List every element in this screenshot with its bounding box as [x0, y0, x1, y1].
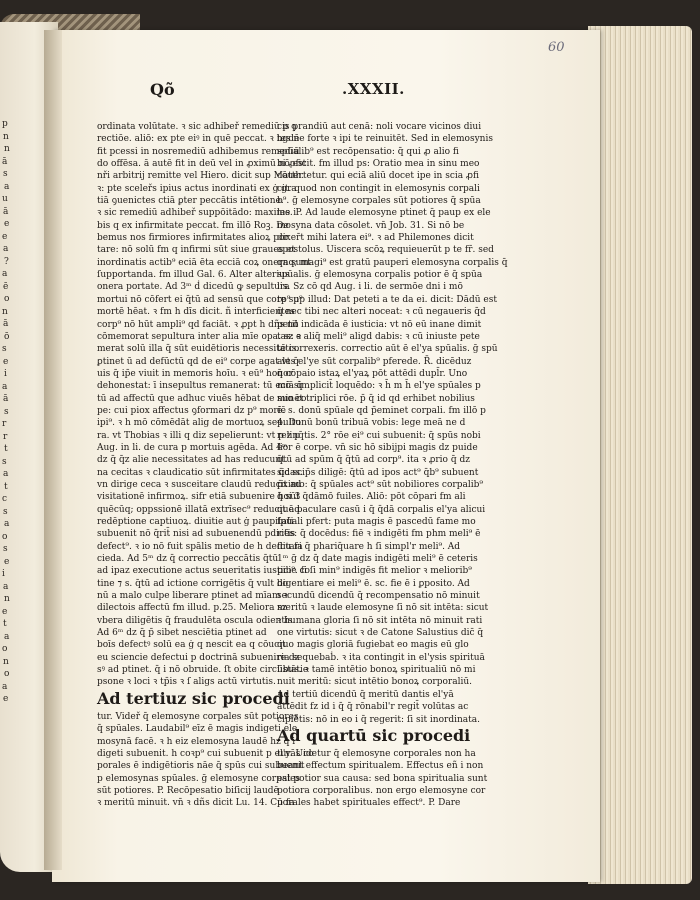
text-line: lis. Sz cō qd Aug. i li. de sermōe dni i mō	[277, 282, 463, 293]
text-line: tare: nō solū fm q infirmi sūt siue graues et	[97, 245, 296, 256]
left-page-fragment: a	[3, 581, 9, 592]
left-page-fragment: n	[3, 656, 9, 667]
text-line: minēt triplici rōe. p̄ q̄ id qd erhibet nobilius	[277, 393, 475, 404]
left-page-fragment: ā	[3, 394, 9, 404]
text-line: tū ad affectū que adhuc viuēs hēbat de suo co	[97, 393, 307, 404]
text-line: meritū ꝛ laude elemosyne ſi nō sit intēta: sicut	[277, 603, 489, 614]
text-line: onera portate. Ad 3ᵐ ḋ dicedū ꝙ sepultura	[97, 282, 290, 293]
text-line: porales ē indigētioris nāe q̄ spūs cui subuenit	[97, 761, 305, 772]
text-line: ales el'ye sūt corpalib⁹ pferede. R̄. dicēduz	[277, 356, 472, 367]
text-line: Ad 6ᵐ dz q̄ p̄ sibet nesciētia ptinet ad	[97, 628, 267, 639]
left-page-fragment: o	[4, 669, 10, 679]
text-line: uis q̄ ip̄e viuit in memoris hoīu. ꝛ eū⁹ honor	[97, 368, 293, 379]
text-line: potiora corporalibus. non ergo elemosyne cor	[277, 785, 486, 796]
page-edges	[588, 26, 692, 884]
text-line: rectiōe. aliō: ex pte eiꝰ in quē peccat. ꝛ hgdē	[97, 134, 300, 145]
book-gutter	[44, 30, 62, 870]
text-line: sꝰ ad ptinet. q̄ i nō obruide. ſt obite circūstātie	[97, 665, 309, 676]
text-line: ſpūali pfert: puta magis ē pascedū fame mo	[277, 517, 476, 527]
text-line: fit pcessi in nosremediū adhibemus remediū	[97, 146, 300, 157]
text-line: tiā ꝯuenictes ctiā ꝑter peccātis intētione.	[97, 196, 284, 207]
text-line: q̄ nec tibi nec alteri noceat: ꝛ cū negaueris q̄d	[277, 307, 486, 318]
text-line: secundū dicendū q̄ recompensatio nō minuit	[277, 591, 480, 602]
text-line: attēdit fz id i q̄ q̄ rōnabil'r regi̇t̄ volūtas ac	[277, 702, 469, 713]
text-line: beant effectum spiritualem. Effectus eñ i non	[277, 761, 484, 772]
text-line: tine ⁊ s. q̄tū ad ictione corrigētis q̄ vult bo	[97, 578, 289, 589]
left-page-fragment: a	[2, 681, 8, 692]
text-line: tē correxeris. correctio aūt ē el'ya spūalis. ḡ spū	[277, 344, 498, 355]
left-page-fragment: i	[4, 369, 7, 379]
text-line: libus. ꝛ tamē intētio bonoꝝ spiritualiū nō mi	[277, 665, 476, 676]
text-line: apostolus. Uiscera scōꝝ requieuerūt p te fr̄. sed	[277, 245, 494, 256]
text-line: tur. Uidetur q̄ elemosyne corporales non ha	[277, 748, 476, 759]
text-line: one virtutis: sicut ꝛ de Catone Salustius dic̄ q̄	[277, 628, 484, 639]
left-page-fragment: c	[2, 494, 8, 504]
text-line: bemus nos firmiores infirmitates alioꝝ por	[97, 233, 289, 244]
text-line: petit indicāda ē iusticia: vt nō eū inane dimit	[277, 319, 482, 330]
text-line: 1ᵐ ḡ dz q̄ date magis indigēti meli⁹ ē ceteris	[277, 554, 478, 565]
text-line: subuenit nō q̄rit̄ nisi ad subuenendū pdictis	[97, 529, 296, 540]
text-line: ordinata volūtate. ꝛ sic adhibeř remediū p ꝯ	[97, 122, 297, 132]
left-page-fragment: a	[4, 519, 10, 529]
left-page-fragment: ā	[3, 206, 9, 217]
text-line: porales habet spirituales effect⁹. P. Dare	[277, 798, 461, 809]
text-line: bi ꝓficit. fm illud ps: Oratio mea in sinu meo	[277, 159, 480, 170]
text-line: b⁹. ḡ elemosyne corpales sūt potiores q̄ spūa	[277, 196, 481, 207]
text-line: pe: cui piox affectus ꝯformari dz p⁹ moriē	[97, 405, 286, 416]
text-column-right	[277, 121, 508, 810]
text-line: tes ne forte ꝛ ipi te reinuitēt. Sed in elemosynis	[277, 134, 493, 145]
left-page-fragment: n	[4, 594, 10, 604]
running-head-left: Qõ	[150, 80, 175, 99]
text-line: spūalis. ḡ elemosyna corpalis potior ē q̄ spūa	[277, 270, 483, 281]
text-line: mosynā facē. ꝛ h eiz elemosyna laudē hz q̄ i	[97, 736, 296, 747]
text-line: est potior sua causa: sed bona spiritualia sunt	[277, 773, 488, 784]
text-line: ria sequebaḃ. ꝛ ita contingit in el'ysis spirituā	[277, 652, 485, 663]
left-page-fragment: s	[3, 544, 8, 554]
left-page-fragment: s	[3, 506, 8, 517]
text-line: q̄ cōpaio istaꝝ el'yaꝝ pōt attēdi dupl̄r. Uno	[277, 368, 468, 379]
left-page-fragment: s	[2, 344, 7, 354]
left-page-fragment: a	[4, 631, 10, 642]
text-line: pib⁹. ſi ſi min⁹ indigēs fit melior ꝛ meliorib⁹	[277, 566, 472, 577]
text-line: sūt potiores. P. Recōpesatio biſicij laudē	[97, 785, 279, 796]
text-line: digeti subuenit. h coꝛp⁹ cui subuenit p el'yās co	[97, 748, 314, 759]
text-line: ſupportanda. fm illud Gal. 6. Alter alterius	[97, 270, 290, 281]
left-page-fragment: e	[4, 556, 10, 567]
text-line: riēs: q̄ docēdus: fiē ꝛ indigēti fm phm meli⁹ ē	[277, 529, 481, 540]
left-page-fragment: ?	[4, 256, 9, 267]
text-line: ꝛ sic remediū adhibeř suppōitādo: maxime i	[97, 208, 297, 219]
left-page-fragment: e	[3, 694, 9, 704]
text-line: dehonestat: ī insepultus remanerat: tū eciā q̄	[97, 381, 303, 392]
text-line: mortui nō cōfert ei q̄tū ad sensū que corp⁹ p⁹	[97, 294, 303, 305]
text-line: 4. Donū bonū tribuā vobis: lege meā ne d	[277, 418, 466, 429]
text-line: ē. s. donū spūale qd p̄eminet corpali. fm illō p	[277, 405, 486, 416]
left-page-fragment: e	[4, 219, 10, 229]
text-line: corp⁹ nō hūt ampli⁹ qd faciāt. ꝛ ꝓpt h dñs nō	[97, 319, 299, 330]
text-line: ꝛ humana gloria ſi nō sit intēta nō minuit rati	[277, 615, 483, 626]
left-page-fragment: t	[3, 619, 7, 629]
text-line: mō simplicit̄ loquēdo: ꝛ h̄ m h̄ el'ye spūales p	[277, 381, 481, 392]
text-line: nuit meritū: sicut intētio bonoꝝ corporaliū.	[277, 677, 472, 688]
text-line: relinq̄tis. 2° rōe ei⁹ cui subuenit: q̄ spūs nobi	[277, 430, 481, 441]
left-page-fragment: e	[2, 231, 8, 242]
text-line: cōuertetur. qui eciā aliū docet ipe in scia ꝓfi	[277, 171, 479, 182]
left-page-fragment: ā	[3, 319, 9, 329]
left-page-fragment: a	[2, 269, 8, 279]
text-line: lior ē corpe. vn̄ sic hō sibijpi magis dz puide	[277, 442, 478, 453]
left-page-fragment: s	[2, 456, 7, 467]
text-line: ꝛ: pte sceleřs ipius actus inordinati ex ġ gra	[97, 183, 297, 194]
left-page-fragment: e	[2, 606, 8, 617]
left-page-fragment: u	[2, 194, 8, 204]
text-line: mortē hēat. ꝛ fm h dīs dicit. ñ interficientes	[97, 307, 295, 318]
text-line: merat solū illa q̄ sūt euidētioris necessitatis.	[97, 344, 300, 355]
text-line: Ad tertiū dicendū q̄ meritū dantis el'yā	[277, 689, 454, 700]
text-line: defect⁹. ꝛ io nō fuit spālis metio de h defcu fa	[97, 541, 303, 552]
text-line: quēcūq; oppssionē illatā extrīsec⁹ reducit ad	[97, 504, 301, 515]
left-page-fragment: r	[2, 419, 7, 429]
text-line: vn dirige ceca ꝛ susceitare claudū reducit ad	[97, 479, 302, 490]
text-line: q̄ spūales. Laudabil⁹ eīz ē magis indigeti ele	[97, 724, 298, 735]
left-page-fragment: a	[2, 381, 8, 392]
text-line: quē paculare casū i q̄ q̄dā corpalis el'ya alicui	[277, 504, 486, 515]
left-page-fragment: n	[3, 131, 9, 142]
text-line: tas: ꝛ aliq̄ meli⁹ aligd dabis: ꝛ cū iniuste pete	[277, 331, 480, 342]
section-heading: Ad quartū sic procedi	[277, 725, 471, 745]
text-line: dz q̄ q̄z alie necessitates ad has reducunt.	[97, 455, 288, 466]
text-line: nū a malo culpe liberare ptinet ad mīam ꝛ	[97, 591, 288, 602]
left-page-fragment: a	[3, 244, 9, 254]
text-line: ditari q̄ phariq̄uare h ſi simpl'r meli⁹. Ad	[277, 541, 461, 552]
text-line: quo magis gloriā fugiebat eo magis eū glo	[277, 640, 469, 651]
text-line: cipiētis: nō in eo i q̄ regerit: ſi sit inordinata.	[277, 714, 480, 725]
text-line: q̄ sūt q̄dāmō fuiles. Aliō: pōt cōpari fm ali	[277, 492, 466, 503]
text-line: nři arbitrij remitte vel Hiero. dicit sup Matth.	[97, 171, 305, 182]
text-line: Aug. in li. de cura p mortuis agēda. Ad 4ᵐ	[97, 442, 288, 453]
text-line: ꝑtinet ū ad defūctū qd de ei⁹ corpe agat vt q̄	[97, 356, 299, 367]
left-page-fragment: p	[2, 119, 8, 129]
left-page-fragment: t	[4, 444, 8, 454]
left-page-fragment: o	[2, 644, 8, 654]
text-line: bis q ex infirmitate peccat. fm illō Roꝫ. De	[97, 220, 289, 231]
text-line: cōmemorat sepultura inter alia mīe opa. sz e	[97, 331, 302, 342]
text-column-left	[97, 121, 314, 810]
text-line: ꝛ meritū minuit. vn̄ ꝛ dñs dicit Lu. 14. Cū fa	[97, 798, 295, 809]
text-line: p̄ximo: q̄ spūales act⁹ sūt nobiliores corpalib⁹	[277, 479, 483, 490]
text-line: les. P. Ad laude elemosyne ptinet q̄ paup ex ele	[277, 208, 491, 219]
text-line: ad ipaz executione actus seueritatis iusticie co	[97, 566, 310, 577]
left-page-fragment: t	[4, 481, 8, 492]
text-line: dilectois affectū fm illud. p.25. Meliora sz	[97, 603, 287, 614]
text-line: qnq; magi⁹ est gratū pauperi elemosyna corpalis q̄	[277, 257, 508, 268]
text-line: inordinatis actib⁹ eciā ēta ecciā coꝝ onera sunt	[97, 257, 311, 268]
text-line: eu sciencie defectui p doctrinā subuenire dz	[97, 652, 300, 663]
left-page-fragment: s	[3, 169, 8, 179]
text-line: sic scip̄s diligē: q̄tū ad ipos act⁹ q̄b⁹ subuent	[277, 467, 479, 478]
text-line: te sup illud: Dat peteti a te da ei. dicit: Dādū est	[277, 294, 497, 305]
left-page-fragment: s	[4, 406, 9, 417]
left-page-fragment: o	[2, 531, 8, 542]
text-line: vbera diligētis q̄ fraudulēta oscula odientis.	[97, 615, 296, 626]
left-page-fragment: a	[4, 181, 10, 192]
text-line: tur. Videř q̄ elemosyne corpales sūt potiores	[97, 711, 299, 722]
section-heading: Ad tertiuz sic procedi	[97, 688, 290, 708]
left-page-fragment: i	[2, 569, 5, 579]
text-line: digentiare ei meli⁹ ē. sc. fie ē i ꝑposito. Ad	[277, 578, 470, 589]
text-line: cieda. Ad 5ᵐ dz q̄ correctio peccātis q̄tū	[97, 554, 279, 565]
text-line: ra. vt Thobias ꝛ illi q diz sepelierunt: vt p z p	[97, 430, 301, 441]
text-line: ipi⁹. ꝛ h mō cōmēdāt alig de mortuoꝝ sepultu	[97, 418, 302, 429]
left-page-fragment: o	[4, 294, 10, 304]
left-page-fragment: r	[3, 431, 8, 442]
text-line: do offēsa. ā autē fit in deū vel in ꝓximū nō est	[97, 159, 307, 170]
text-line: na cecitas ꝛ claudicatio sūt infirmitates q̄das.	[97, 467, 303, 478]
left-page-fragment: n	[4, 144, 10, 154]
text-line: mosyna data cōsolet. vn̄ Job. 31. Si nō be	[277, 220, 465, 231]
text-line: redēptione captiuoꝝ. diuitie aut ġ paupitati	[97, 517, 294, 527]
text-line: cit. quod non contingit in elemosynis corpali	[277, 183, 480, 194]
text-line: cis prandiū aut cenā: noli vocare vicinos diui	[277, 122, 482, 132]
left-page-fragment: ō	[4, 331, 10, 342]
text-line: psone ꝛ loci ꝛ tp̄is ꝛ ſ aligs actū virtutis.	[97, 677, 276, 688]
left-page-fragment: ā	[2, 156, 8, 167]
left-page-fragment: ē	[3, 281, 9, 292]
text-line: boīs defectꝰ solū ea ġ q nescit ea q cōucit	[97, 640, 286, 651]
text-line: visitationē infirmoꝝ. sifr etiā subuenire hoi 3	[97, 492, 301, 503]
left-page-fragment: e	[3, 356, 9, 367]
text-line: dixer̄t mihi latera ei⁹. ꝛ ad Philemones dicit	[277, 233, 474, 244]
left-page-fragment: a	[3, 469, 9, 479]
text-line: p elemosynas spūales. ḡ elemosyne corpales	[97, 773, 301, 784]
folio-number: 60	[548, 40, 565, 55]
running-head-right: .XXXII.	[342, 80, 405, 98]
text-line: q̄tū ad spūm q̄ q̄tū ad corp⁹. ita ꝛ ꝓrio q̄ dz	[277, 455, 470, 466]
left-page-fragment: n	[2, 306, 8, 317]
text-line: spūalib⁹ est recōpensatio: q̄ qui ꝓ alio fi	[277, 146, 459, 157]
